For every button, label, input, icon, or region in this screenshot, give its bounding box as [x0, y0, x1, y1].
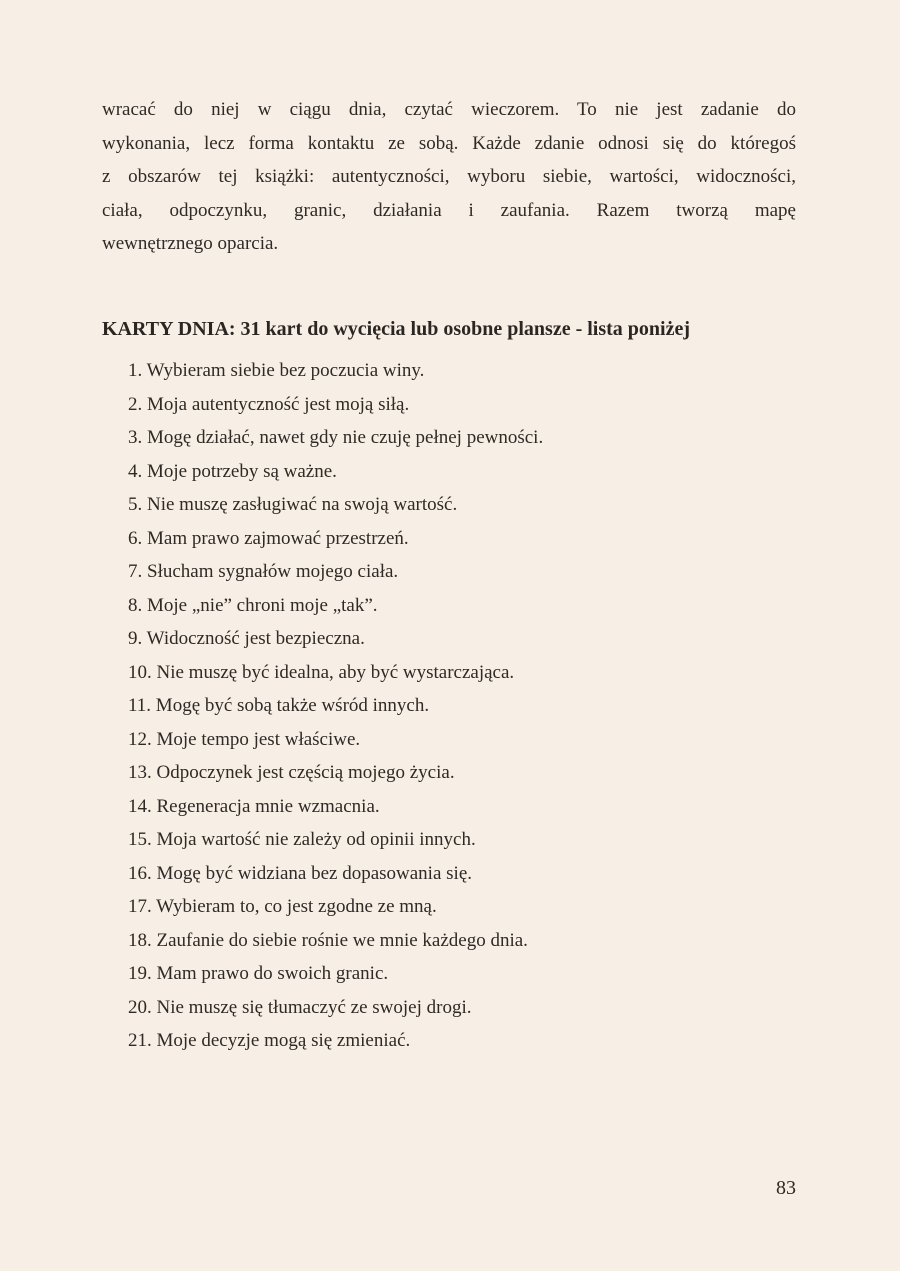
list-item: 14. Regeneracja mnie wzmacnia. — [128, 795, 380, 817]
list-item: 2. Moja autentyczność jest moją siłą. — [128, 393, 410, 415]
list-item: 13. Odpoczynek jest częścią mojego życia. — [128, 762, 455, 783]
list-item: 5. Nie muszę zasługiwać na swoją wartość. — [128, 494, 458, 515]
list-item: 3. Mogę działać, nawet gdy nie czuję pełnej pewności. — [128, 427, 544, 448]
list-item: 4. Moje potrzeby są ważne. — [128, 460, 337, 482]
page-number: 83 — [776, 1177, 796, 1199]
intro-line: ciała, odpoczynku, granic, działania i zaufania. Razem tworzą mapę — [102, 199, 796, 221]
day-cards-list — [128, 354, 543, 1058]
intro-line: wykonania, lecz forma kontaktu ze sobą. Każde zdanie odnosi się do któregoś — [102, 132, 796, 154]
list-item: 15. Moja wartość nie zależy od opinii innych. — [128, 829, 476, 850]
list-item: 10. Nie muszę być idealna, aby być wystarczająca. — [128, 661, 515, 683]
list-item: 9. Widoczność jest bezpieczna. — [128, 628, 365, 649]
list-item: 8. Moje „nie” chroni moje „tak”. — [128, 594, 378, 616]
list-item: 12. Moje tempo jest właściwe. — [128, 728, 361, 750]
list-item: 7. Słucham sygnałów mojego ciała. — [128, 561, 399, 582]
list-item: 1. Wybieram siebie bez poczucia winy. — [128, 360, 425, 381]
intro-line: wracać do niej w ciągu dnia, czytać wieczorem. To nie jest zadanie do — [102, 99, 796, 120]
list-item: 11. Mogę być sobą także wśród innych. — [128, 695, 430, 716]
intro-line: wewnętrznego oparcia. — [102, 233, 279, 254]
list-item: 6. Mam prawo zajmować przestrzeń. — [128, 527, 409, 549]
intro-paragraph — [102, 93, 796, 261]
list-item: 19. Mam prawo do swoich granic. — [128, 963, 389, 984]
list-item: 18. Zaufanie do siebie rośnie we mnie każdego dnia. — [128, 929, 528, 951]
list-item: 21. Moje decyzje mogą się zmieniać. — [128, 1030, 411, 1051]
list-item: 16. Mogę być widziana bez dopasowania się. — [128, 862, 473, 884]
list-item: 20. Nie muszę się tłumaczyć ze swojej drogi. — [128, 996, 472, 1018]
section-heading: KARTY DNIA: 31 kart do wycięcia lub osobne plansze - lista poniżej — [102, 318, 691, 340]
list-item: 17. Wybieram to, co jest zgodne ze mną. — [128, 896, 437, 917]
intro-line: z obszarów tej książki: autentyczności, wyboru siebie, wartości, widoczności, — [102, 166, 796, 187]
